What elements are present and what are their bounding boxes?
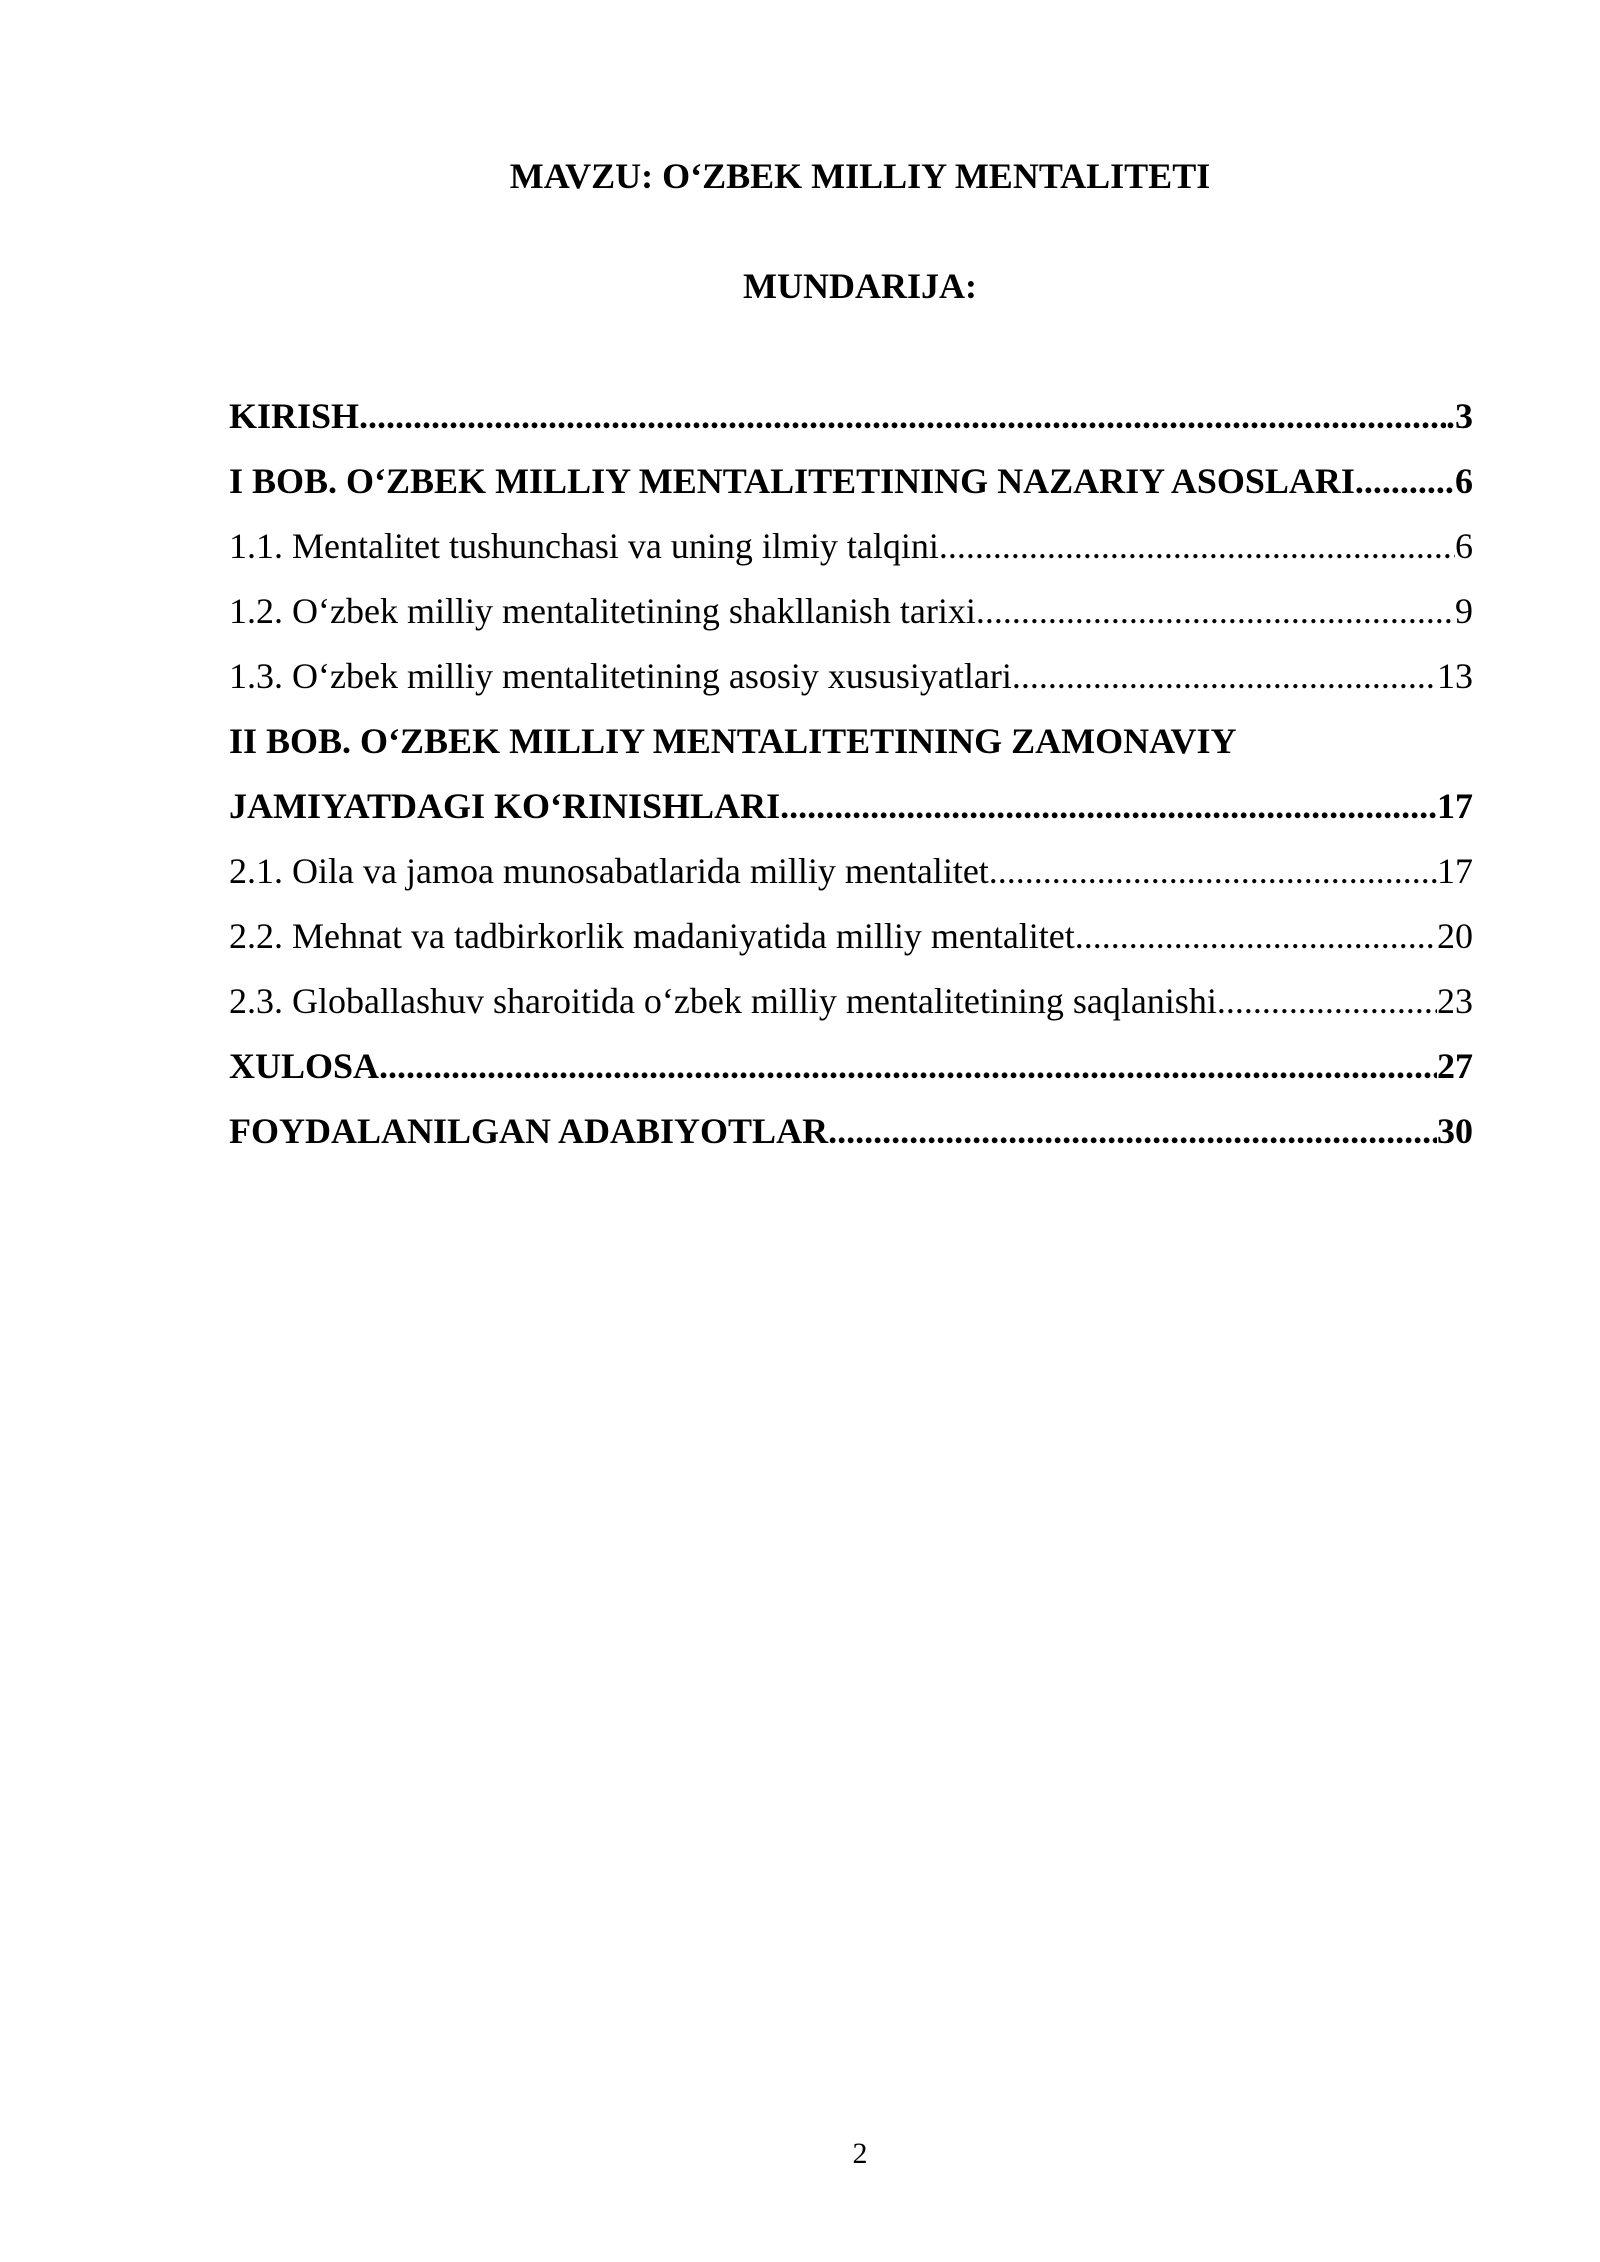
toc-entry-section-1-3 — [229, 644, 1473, 709]
dot-leader — [989, 839, 1437, 904]
toc-entry-page: 30 — [1437, 1111, 1473, 1151]
dot-leader — [828, 1099, 1437, 1164]
toc-heading: MUNDARIJA: — [743, 266, 977, 306]
toc-entry-title: KIRISH — [229, 396, 360, 436]
document-title: MAVZU: O‘ZBEK MILLIY MENTALITETI — [509, 156, 1211, 196]
toc-entry-title: 1.2. O‘zbek milliy mentalitetining shakllanish tarixi — [229, 591, 976, 631]
toc-entry-page: 9 — [1455, 591, 1473, 631]
toc-entry-title: FOYDALANILGAN ADABIYOTLAR — [229, 1111, 829, 1151]
toc-entry-title: JAMIYATDAGI KO‘RINISHLARI — [229, 786, 781, 826]
dot-leader — [1355, 449, 1455, 514]
toc-entry-page: 27 — [1437, 1046, 1473, 1086]
dot-leader — [379, 1034, 1437, 1099]
dot-leader — [1075, 904, 1437, 969]
dot-leader — [359, 384, 1446, 449]
toc-entry-page: .3 — [1446, 396, 1473, 436]
toc-entry-section-1-1 — [229, 514, 1473, 579]
toc-entry-page: 6 — [1455, 526, 1473, 566]
toc-entry-section-1-2 — [229, 579, 1473, 644]
page-number: 2 — [852, 2137, 868, 2170]
toc-entry-title: II BOB. O‘ZBEK MILLIY MENTALITETINING ZAMONAVIY — [229, 721, 1237, 761]
toc-entry-page: 6 — [1455, 461, 1473, 501]
toc-entry-chapter-2-line-1 — [229, 709, 1473, 774]
toc-entry-title: 2.1. Oila va jamoa munosabatlarida milliy mentalitet — [229, 851, 989, 891]
toc-entry-kirish — [229, 384, 1473, 449]
toc-entry-section-2-3 — [229, 969, 1473, 1034]
dot-leader — [1012, 644, 1437, 709]
table-of-contents — [229, 384, 1473, 1164]
toc-entry-section-2-1 — [229, 839, 1473, 904]
toc-entry-page: 23 — [1437, 981, 1473, 1021]
toc-entry-title: I BOB. O‘ZBEK MILLIY MENTALITETINING NAZARIY ASOSLARI — [229, 461, 1355, 501]
toc-entry-title: XULOSA — [229, 1046, 380, 1086]
toc-entry-chapter-1 — [229, 449, 1473, 514]
toc-entry-chapter-2-line-2 — [229, 774, 1473, 839]
toc-entry-page: 13 — [1437, 656, 1473, 696]
toc-entry-page: 17 — [1437, 851, 1473, 891]
dot-leader — [1217, 969, 1437, 1034]
dot-leader — [976, 579, 1455, 644]
toc-entry-title: 2.2. Mehnat va tadbirkorlik madaniyatida milliy mentalitet — [229, 916, 1075, 956]
toc-entry-references — [229, 1099, 1473, 1164]
toc-entry-page: 20 — [1437, 916, 1473, 956]
toc-entry-title: 1.3. O‘zbek milliy mentalitetining asosiy xususiyatlari — [229, 656, 1012, 696]
dot-leader — [780, 774, 1437, 839]
toc-entry-title: 1.1. Mentalitet tushunchasi va uning ilmiy talqini — [229, 526, 939, 566]
toc-entry-page: 17 — [1437, 786, 1473, 826]
toc-entry-title: 2.3. Globallashuv sharoitida o‘zbek milliy mentalitetining saqlanishi — [229, 981, 1217, 1021]
toc-entry-section-2-2 — [229, 904, 1473, 969]
toc-entry-xulosa — [229, 1034, 1473, 1099]
dot-leader — [939, 514, 1455, 579]
